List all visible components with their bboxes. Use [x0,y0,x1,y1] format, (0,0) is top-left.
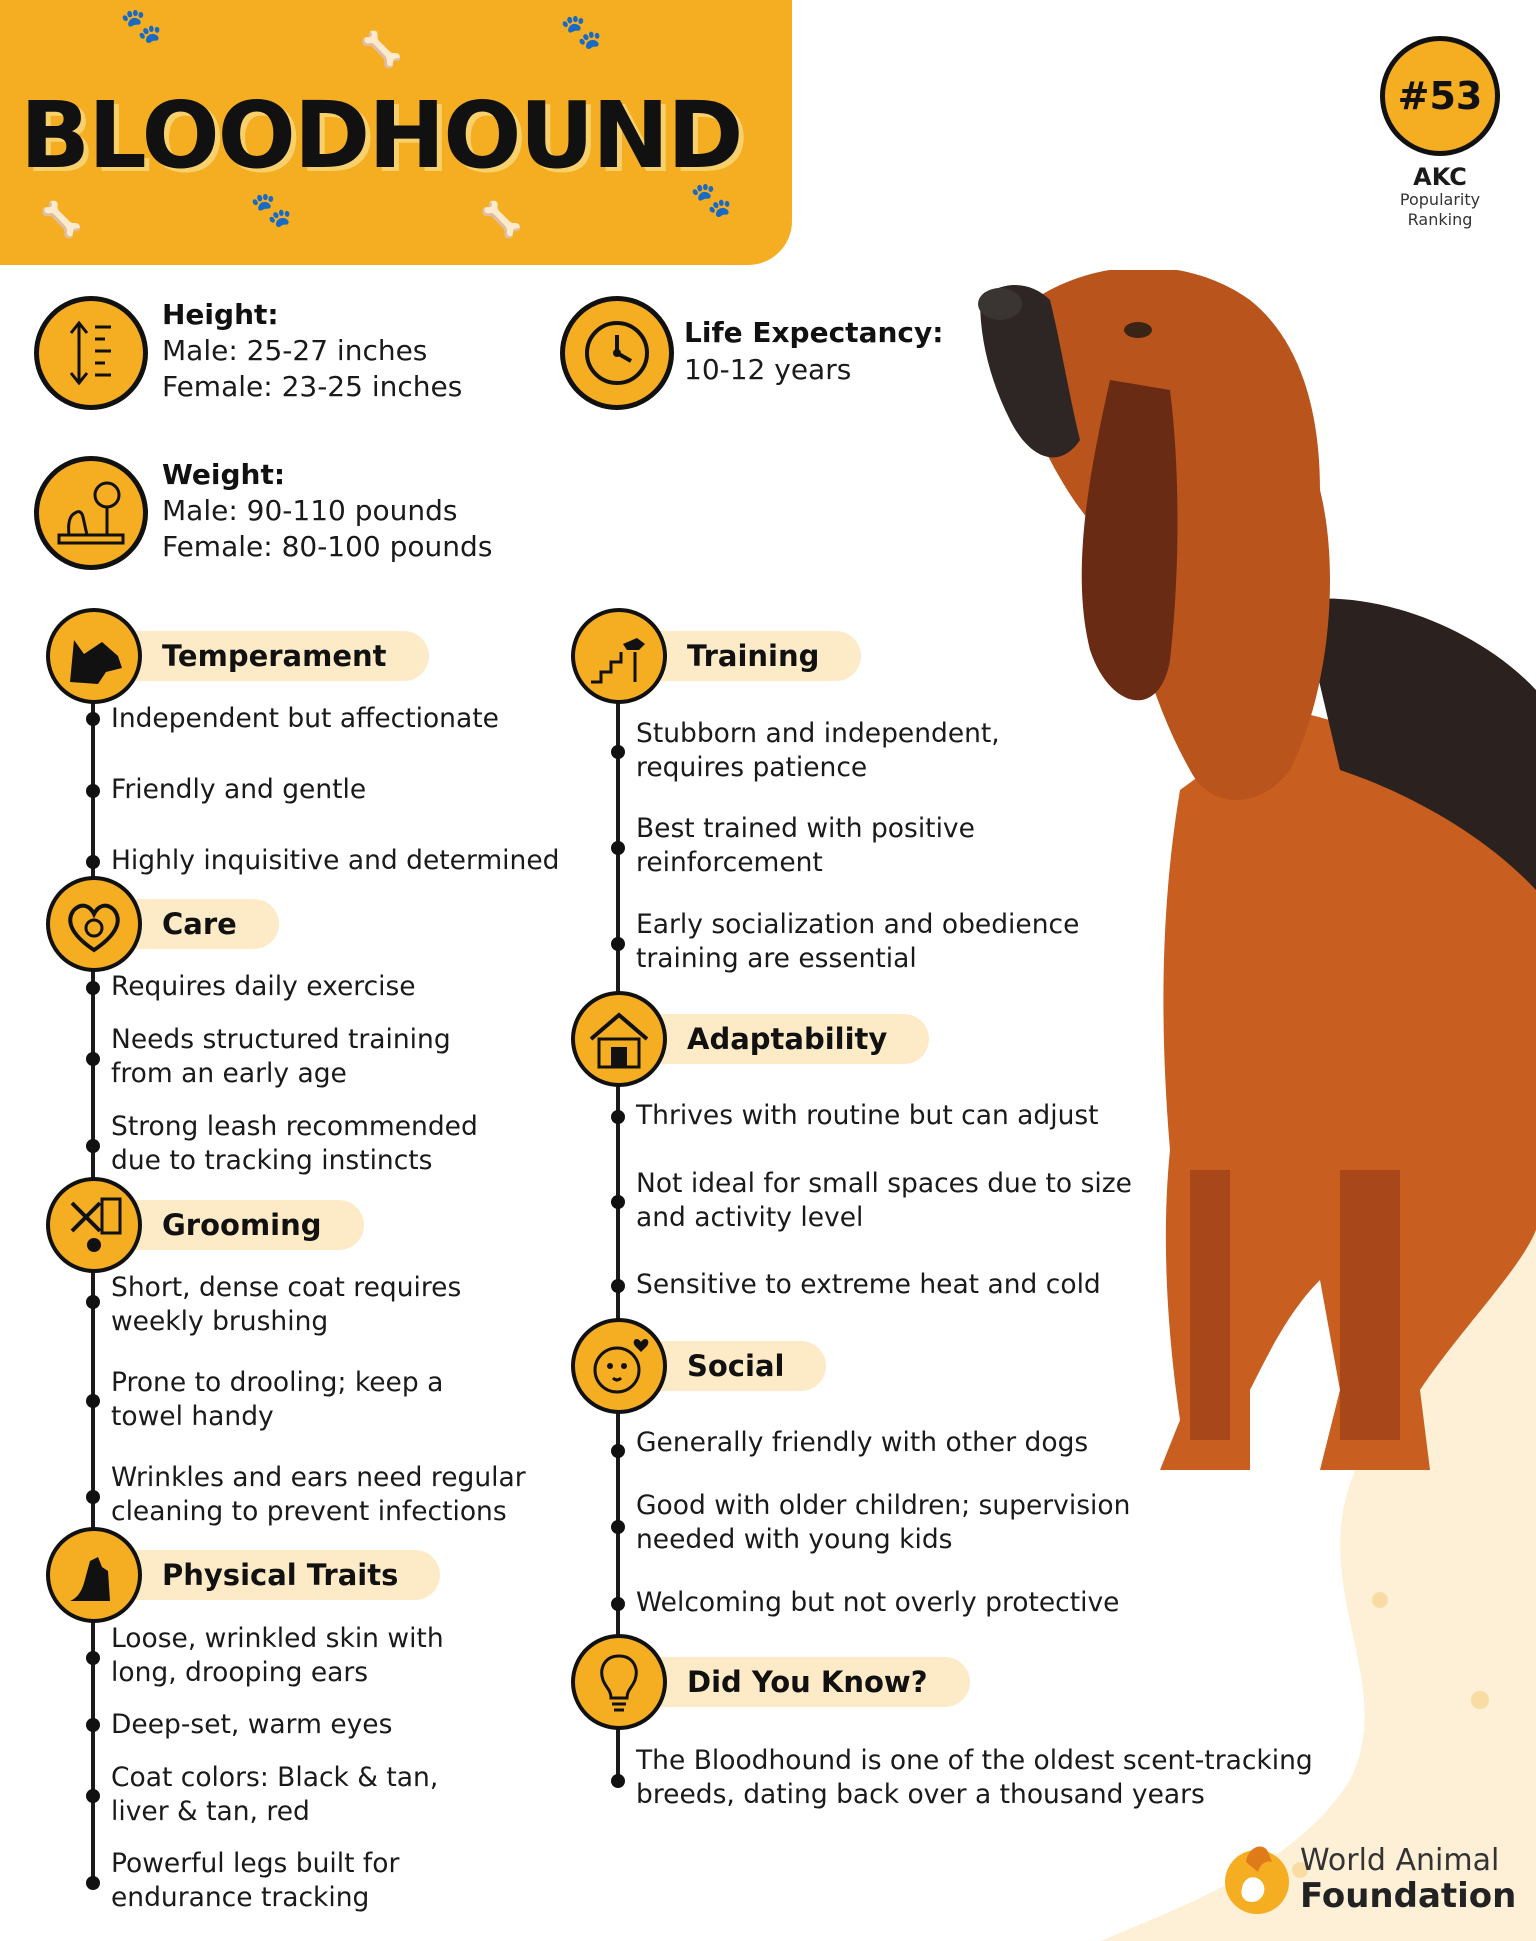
height-label: Height: [162,298,279,331]
care-item: due to tracking instincts [111,1145,433,1176]
weight-scale-icon [34,456,148,570]
physical-item: Powerful legs built for [111,1848,400,1879]
bullet [611,841,625,855]
bone-icon: 🦴 [40,200,83,240]
bone-icon: 🦴 [480,200,523,240]
title-banner [0,0,792,265]
physical-item: endurance tracking [111,1882,370,1913]
physical-item: long, drooping ears [111,1657,369,1688]
rank-org: AKC [1413,163,1467,191]
care-item: Requires daily exercise [111,971,416,1002]
care-item: Strong leash recommended [111,1111,478,1142]
weight-female: Female: 80-100 pounds [162,530,493,563]
bullet [611,1520,625,1534]
adaptability-item: and activity level [636,1202,864,1233]
life-expectancy-label: Life Expectancy: [684,316,944,349]
footer-logo-line2: Foundation [1300,1876,1517,1916]
bullet [86,1490,100,1504]
adaptability-item: Sensitive to extreme heat and cold [636,1269,1101,1300]
bullet [611,937,625,951]
bullet [86,1789,100,1803]
bloodhound-illustration [960,270,1536,1500]
life-expectancy-value: 10-12 years [684,353,852,386]
rank-subtitle: Popularity Ranking [1399,190,1481,229]
social-item: needed with young kids [636,1524,953,1555]
sitting-dog-icon [46,1527,142,1623]
bullet [86,712,100,726]
care-item: Needs structured training [111,1024,451,1055]
bullet [86,981,100,995]
physical-item: Coat colors: Black & tan, [111,1762,439,1793]
training-item: Early socialization and obedience [636,909,1080,940]
bullet [86,1876,100,1890]
temperament-item: Highly inquisitive and determined [111,845,560,876]
height-female: Female: 23-25 inches [162,370,463,403]
bone-icon: 🦴 [360,30,403,70]
bullet [86,855,100,869]
social-item: Good with older children; supervision [636,1490,1131,1521]
bullet [86,1718,100,1732]
dog-face-heart-icon [571,1318,667,1414]
social-header: Social [621,1341,826,1391]
right-timeline-line [616,670,620,1782]
adaptability-header: Adaptability [621,1014,929,1064]
social-item: Generally friendly with other dogs [636,1427,1089,1458]
bullet [86,1052,100,1066]
rank-badge: #53 [1380,36,1500,156]
temperament-item: Friendly and gentle [111,774,367,805]
bullet [86,1139,100,1153]
bullet [86,784,100,798]
height-ruler-icon [34,296,148,410]
clock-icon [560,296,674,410]
lightbulb-icon [571,1634,667,1730]
dog-head-icon [46,608,142,704]
fact-item: breeds, dating back over a thousand years [636,1779,1205,1810]
temperament-header: Temperament [96,631,429,681]
temperament-item: Independent but affectionate [111,703,499,734]
footer-logo-line1: World Animal [1300,1843,1500,1878]
adaptability-item: Not ideal for small spaces due to size [636,1168,1132,1199]
physical-item: liver & tan, red [111,1796,310,1827]
height-male: Male: 25-27 inches [162,334,428,367]
paw-icon: 🐾 [250,190,293,230]
did-you-know-header: Did You Know? [621,1657,970,1707]
bullet [86,1651,100,1665]
bullet [86,1394,100,1408]
bullet [611,1774,625,1788]
heart-paw-icon [46,876,142,972]
grooming-item: Short, dense coat requires [111,1272,462,1303]
physical-item: Loose, wrinkled skin with [111,1623,444,1654]
bullet [86,1295,100,1309]
agility-dog-icon [571,608,667,704]
paw-icon: 🐾 [120,6,163,46]
care-header: Care [96,899,279,949]
training-item: reinforcement [636,847,823,878]
dog-house-icon [571,991,667,1087]
grooming-item: weekly brushing [111,1306,329,1337]
training-header: Training [621,631,861,681]
left-timeline-line [91,670,95,1885]
weight-label: Weight: [162,458,286,491]
training-item: requires patience [636,752,868,783]
bullet [611,1110,625,1124]
training-item: Stubborn and independent, [636,718,1000,749]
weight-male: Male: 90-110 pounds [162,494,458,527]
bullet [611,745,625,759]
physical-traits-header: Physical Traits [96,1550,440,1600]
training-item: Best trained with positive [636,813,975,844]
grooming-item: Prone to drooling; keep a [111,1367,444,1398]
bullet [611,1444,625,1458]
page-title: BLOODHOUND [20,82,742,189]
physical-item: Deep-set, warm eyes [111,1709,393,1740]
paw-icon: 🐾 [560,12,603,52]
bullet [611,1597,625,1611]
training-item: training are essential [636,943,917,974]
world-animal-foundation-logo [1222,1832,1292,1920]
paw-icon: 🐾 [690,180,733,220]
bullet [611,1195,625,1209]
grooming-header: Grooming [96,1200,364,1250]
social-item: Welcoming but not overly protective [636,1587,1120,1618]
scissors-comb-icon [46,1177,142,1273]
fact-item: The Bloodhound is one of the oldest scent-tracking [636,1745,1313,1776]
adaptability-item: Thrives with routine but can adjust [636,1100,1099,1131]
grooming-item: Wrinkles and ears need regular [111,1462,526,1493]
bullet [611,1279,625,1293]
grooming-item: cleaning to prevent infections [111,1496,507,1527]
grooming-item: towel handy [111,1401,274,1432]
care-item: from an early age [111,1058,347,1089]
